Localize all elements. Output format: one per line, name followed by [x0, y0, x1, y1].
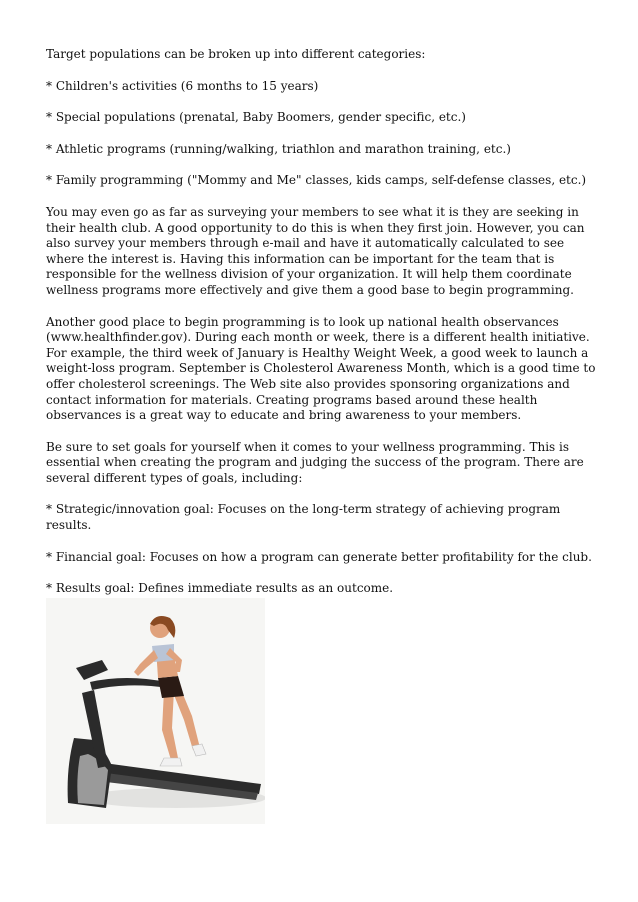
- treadmill-runner-image: [46, 598, 265, 824]
- list-item-results-goal: * Results goal: Defines immediate results as an outcome.: [46, 581, 394, 596]
- treadmill-runner-illustration: [46, 598, 265, 824]
- list-item-special: * Special populations (prenatal, Baby Boomers, gender specific, etc.): [46, 110, 466, 125]
- list-item-strategic-goal: * Strategic/innovation goal: Focuses on the long-term strategy of achieving program results.: [46, 502, 561, 533]
- list-item-children: * Children's activities (6 months to 15 years): [46, 78, 319, 93]
- list-item-financial-goal: * Financial goal: Focuses on how a program can generate better profitability for the club.: [46, 549, 592, 564]
- list-item-family: * Family programming ("Mommy and Me" classes, kids camps, self-defense classes, etc.): [46, 173, 587, 188]
- paragraph-survey: You may even go as far as surveying your members to see what it is they are seeking in their health club. A good opportunity to do this is when they first join. However, you can also survey your members through e-mail and have it automatically calculated to see where the interest is. Having this information can be important for the team that is responsible for the wellness division of your organization. It will help them coordinate wellness programs more effectively and give them a good base to begin programming.: [46, 204, 585, 297]
- list-item-athletic: * Athletic programs (running/walking, triathlon and marathon training, etc.): [46, 141, 511, 156]
- paragraph-goals: Be sure to set goals for yourself when it comes to your wellness programming. This is essential when creating the program and judging the success of the program. There are several different types of goals, including:: [46, 439, 584, 485]
- paragraph-observances: Another good place to begin programming is to look up national health observances (www.healthfinder.gov). During each month or week, there is a different health initiative. For example, the third week of January is Healthy Weight Week, a good week to launch a weight-loss program. September is Cholesterol Awareness Month, which is a good time to offer cholesterol screenings. The Web site also provides sponsoring organizations and contact information for materials. Creating programs based around these health observances is a great way to educate and bring awareness to your members.: [46, 314, 596, 423]
- paragraph-intro: Target populations can be broken up into different categories:: [46, 47, 426, 61]
- document-body: [46, 47, 602, 613]
